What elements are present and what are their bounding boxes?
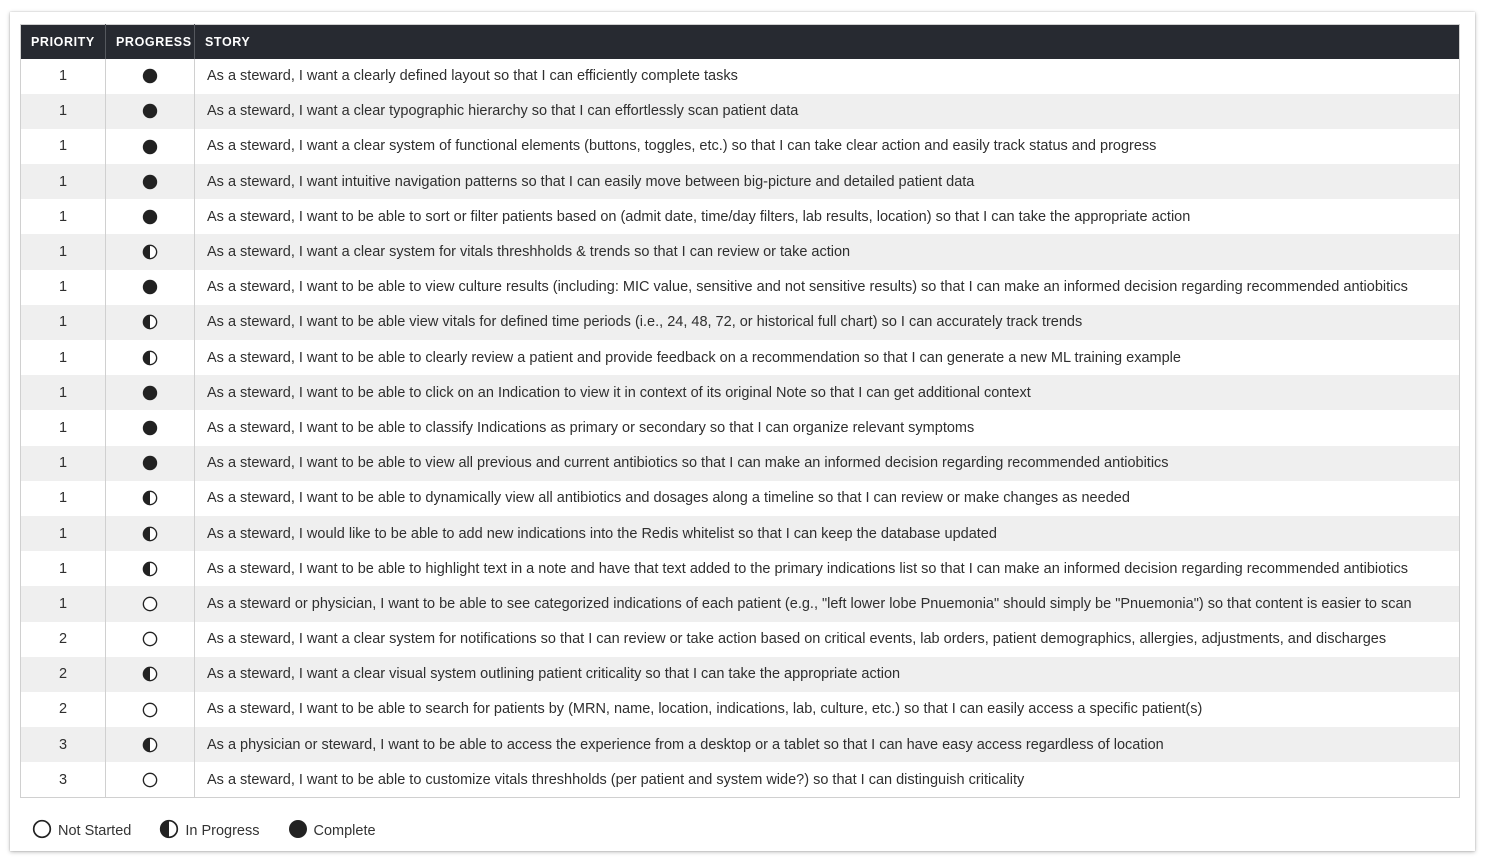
complete-icon (142, 455, 158, 471)
story-cell: As a physician or steward, I want to be able to access the experience from a desktop or a tablet so that I can have easy access regardless of location (195, 727, 1460, 762)
in-progress-icon (142, 561, 158, 577)
progress-cell (106, 481, 195, 516)
priority-cell: 1 (21, 375, 106, 410)
complete-icon (142, 103, 158, 119)
user-stories-table (20, 24, 1460, 798)
story-cell: As a steward, I want a clear system for notifications so that I can review or take action based on critical events, lab orders, patient demographics, allergies, adjustments, and discharges (207, 631, 1387, 648)
priority-cell: 1 (21, 446, 106, 481)
legend-complete (288, 819, 376, 843)
story-cell: As a steward, I want to be able to search for patients by (MRN, name, location, indications, lab, culture, etc.) so that I can easily access a specific patient(s) (207, 701, 1203, 718)
table-row[interactable] (21, 234, 1460, 269)
priority-cell: 1 (21, 164, 106, 199)
story-cell: As a steward, I want to be able to sort or filter patients based on (admit date, time/day filters, lab results, location) so that I can take the appropriate action (207, 208, 1191, 225)
in-progress-icon (142, 525, 158, 541)
complete-icon (142, 138, 158, 154)
complete-icon (142, 68, 158, 84)
progress-column-header[interactable]: PROGRESS (106, 25, 195, 59)
complete-icon (142, 385, 158, 401)
story-cell: As a steward, I want a clearly defined layout so that I can efficiently complete tasks (207, 68, 738, 85)
story-cell: As a steward, I want to be able to view culture results (including: MIC value, sensitive and not sensitive results) so that I can make an informed decision regarding recommended antiobitics (207, 279, 1408, 296)
progress-cell (106, 164, 195, 199)
priority-cell: 1 (21, 94, 106, 129)
table-row[interactable] (21, 727, 1460, 762)
story-cell: As a steward, I want to be able to dynamically view all antibiotics and dosages along a timeline so that I can review or make changes as needed (207, 490, 1130, 507)
legend-not-started (32, 819, 131, 843)
table-row[interactable] (21, 446, 1460, 481)
complete-icon (142, 209, 158, 225)
progress-cell (106, 410, 195, 445)
progress-cell (106, 692, 195, 727)
in-progress-icon (142, 737, 158, 753)
priority-cell: 3 (21, 727, 106, 762)
progress-cell (106, 446, 195, 481)
priority-cell: 1 (21, 481, 106, 516)
table-row[interactable] (21, 657, 1460, 692)
priority-cell: 2 (21, 622, 106, 657)
legend-complete-label: Complete (313, 823, 376, 839)
progress-cell (106, 59, 195, 94)
complete-icon (288, 819, 314, 843)
story-cell: As a steward, I want to be able to click on an Indication to view it in context of its original Note so that I can get additional context (195, 375, 1460, 410)
table-header-row (21, 25, 1460, 59)
priority-cell: 1 (21, 516, 106, 551)
priority-cell: 1 (21, 59, 106, 94)
progress-cell (106, 234, 195, 269)
priority-cell: 1 (21, 551, 106, 586)
table-row[interactable] (21, 481, 1460, 516)
stories-card (10, 12, 1475, 851)
progress-cell (106, 516, 195, 551)
progress-cell (106, 305, 195, 340)
in-progress-icon (142, 666, 158, 682)
legend-in-progress-label: In Progress (185, 823, 260, 839)
story-cell: As a steward, I want a clear system for vitals threshholds & trends so that I can review or take action (195, 234, 1460, 269)
table-row[interactable] (21, 129, 1460, 164)
legend-in-progress (159, 819, 259, 843)
table-row[interactable] (21, 516, 1460, 551)
table-row[interactable] (21, 692, 1460, 727)
progress-cell (106, 551, 195, 586)
priority-column-header[interactable]: PRIORITY (21, 25, 106, 59)
table-row[interactable] (21, 199, 1460, 234)
progress-cell (106, 586, 195, 621)
not-started-icon (142, 596, 158, 612)
progress-cell (106, 270, 195, 305)
progress-cell (106, 375, 195, 410)
story-cell: As a steward, I want to be able to clearly review a patient and provide feedback on a recommendation so that I can generate a new ML training example (207, 349, 1181, 366)
priority-cell: 1 (21, 199, 106, 234)
priority-cell: 2 (21, 657, 106, 692)
story-cell: As a steward or physician, I want to be able to see categorized indications of each patient (e.g., "left lower lobe Pnuemonia" should simply be "Pnuemonia") so that content is easier to scan (195, 586, 1460, 621)
progress-cell (106, 340, 195, 375)
story-cell: As a steward, I want a clear visual system outlining patient criticality so that I can take the appropriate action (195, 657, 1460, 692)
priority-cell: 1 (21, 270, 106, 305)
progress-cell (106, 657, 195, 692)
progress-cell (106, 199, 195, 234)
story-cell: As a steward, I want a clear typographic hierarchy so that I can effortlessly scan patient data (195, 94, 1460, 129)
story-cell: As a steward, I want to be able to highlight text in a note and have that text added to the primary indications list so that I can make an informed decision regarding recommended antibiotics (207, 560, 1408, 577)
progress-cell (106, 129, 195, 164)
priority-cell: 1 (21, 305, 106, 340)
progress-legend (32, 819, 404, 843)
story-cell: As a steward, I want to be able view vitals for defined time periods (i.e., 24, 48, 72, or historical full chart) so I can accurately track trends (195, 305, 1460, 340)
priority-cell: 1 (21, 340, 106, 375)
table-row[interactable] (21, 410, 1460, 445)
not-started-icon (142, 772, 158, 788)
table-row[interactable] (21, 270, 1460, 305)
story-cell: As a steward, I want a clear system of functional elements (buttons, toggles, etc.) so that I can take clear action and easily track status and progress (207, 138, 1157, 155)
progress-cell (106, 94, 195, 129)
table-row[interactable] (21, 762, 1460, 797)
not-started-icon (142, 631, 158, 647)
not-started-icon (142, 701, 158, 717)
priority-cell: 1 (21, 129, 106, 164)
table-row[interactable] (21, 586, 1460, 621)
table-row[interactable] (21, 94, 1460, 129)
in-progress-icon (159, 819, 185, 843)
progress-cell (106, 622, 195, 657)
table-row[interactable] (21, 375, 1460, 410)
priority-cell: 2 (21, 692, 106, 727)
story-cell: As a steward, I would like to be able to add new indications into the Redis whitelist so that I can keep the database updated (195, 516, 1460, 551)
priority-cell: 3 (21, 762, 106, 797)
complete-icon (142, 174, 158, 190)
table-row[interactable] (21, 622, 1460, 657)
in-progress-icon (142, 350, 158, 366)
table-row[interactable] (21, 59, 1460, 94)
story-column-header[interactable]: STORY (195, 25, 1460, 59)
priority-cell: 1 (21, 586, 106, 621)
priority-cell: 1 (21, 234, 106, 269)
story-cell: As a steward, I want to be able to customize vitals threshholds (per patient and system wide?) so that I can distinguish criticality (207, 771, 1025, 788)
table-body (21, 59, 1460, 798)
story-cell: As a steward, I want to be able to view all previous and current antibiotics so that I can make an informed decision regarding recommended antiobitics (195, 446, 1460, 481)
table-row[interactable] (21, 164, 1460, 199)
legend-not-started-label: Not Started (58, 823, 132, 839)
story-cell: As a steward, I want to be able to classify Indications as primary or secondary so that I can organize relevant symptoms (207, 419, 975, 436)
in-progress-icon (142, 244, 158, 260)
progress-cell (106, 762, 195, 797)
table-row[interactable] (21, 340, 1460, 375)
complete-icon (142, 279, 158, 295)
progress-cell (106, 727, 195, 762)
table-row[interactable] (21, 551, 1460, 586)
story-cell: As a steward, I want intuitive navigation patterns so that I can easily move between big-picture and detailed patient data (195, 164, 1460, 199)
in-progress-icon (142, 490, 158, 506)
not-started-icon (32, 819, 58, 843)
priority-cell: 1 (21, 410, 106, 445)
table-row[interactable] (21, 305, 1460, 340)
complete-icon (142, 420, 158, 436)
in-progress-icon (142, 314, 158, 330)
